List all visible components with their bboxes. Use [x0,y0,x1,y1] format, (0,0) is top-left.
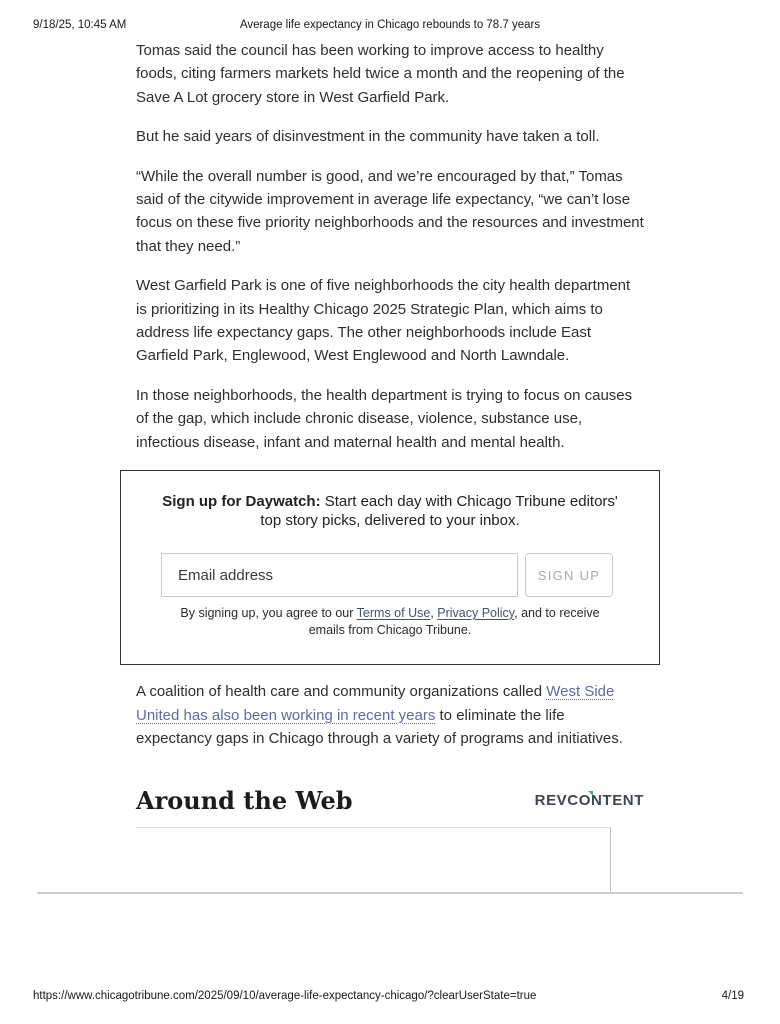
revcontent-logo-o-accent: O [578,791,591,809]
disclaimer-text: , [430,606,438,621]
newsletter-heading-bold: Sign up for Daywatch: [162,493,321,511]
page-break-divider [37,892,743,894]
newsletter-heading [161,492,619,530]
around-the-web-title: Around the Web [136,785,353,815]
west-side-united-link[interactable]: West Side United has also been working in recent years [136,683,615,724]
paragraph-text: to eliminate the life expectancy gaps in Chicago through a variety of programs and initiatives. [136,706,623,747]
revcontent-logo-text: NTENT [591,791,644,809]
sign-up-button[interactable]: SIGN UP [525,553,613,597]
print-footer [33,990,744,1002]
revcontent-logo [535,792,644,809]
article-paragraph: Tomas said the council has been working to improve access to healthy foods, citing farmers markets held twice a month and the reopening of the Save A Lot grocery store in West Garfield Park. [136,42,625,106]
paragraph-text: A coalition of health care and community organizations called [136,683,547,701]
newsletter-disclaimer [161,605,619,638]
article-paragraph: In those neighborhoods, the health department is trying to focus on causes of the gap, which include chronic disease, violence, substance use, infectious disease, infant and maternal health and mental health. [136,386,633,451]
print-timestamp: 9/18/25, 10:45 AM [33,19,127,31]
ad-widget-frame [136,827,611,894]
footer-page-number: 4/19 [721,990,744,1002]
print-header [33,19,747,33]
disclaimer-text: , and to receive emails from Chicago Tribune. [308,606,600,637]
newsletter-signup-box [120,470,660,665]
disclaimer-text: By signing up, you agree to our [180,606,357,621]
terms-of-use-link[interactable]: Terms of Use [356,606,431,621]
newsletter-heading-rest: Start each day with Chicago Tribune editors' top story picks, delivered to your inbox. [260,493,618,530]
privacy-policy-link[interactable]: Privacy Policy [437,606,515,621]
newsletter-form-row [161,553,619,597]
revcontent-logo-text: REVC [534,791,579,809]
article-paragraph: West Garfield Park is one of five neighborhoods the city health department is prioritizing in its Healthy Chicago 2025 Strategic Plan, which aims to address life expectancy gaps. The other neighborhoods include East Garfield Park, Englewood, West Englewood and North Lawndale. [136,277,631,365]
article-paragraph: “While the overall number is good, and we’re encouraged by that,” Tomas said of the citywide improvement in average life expectancy, “we can’t lose focus on these five priority neighborhoods and the resources and investment that they need.” [136,167,644,255]
article-body [136,39,644,894]
article-paragraph-with-link [136,680,644,750]
email-input[interactable] [161,553,518,597]
document-title: Average life expectancy in Chicago rebounds to 78.7 years [239,19,541,31]
article-paragraph: But he said years of disinvestment in the community have taken a toll. [136,128,600,146]
around-the-web-header [136,787,644,813]
footer-url: https://www.chicagotribune.com/2025/09/10/average-life-expectancy-chicago/?clearUserState=true [33,990,537,1002]
